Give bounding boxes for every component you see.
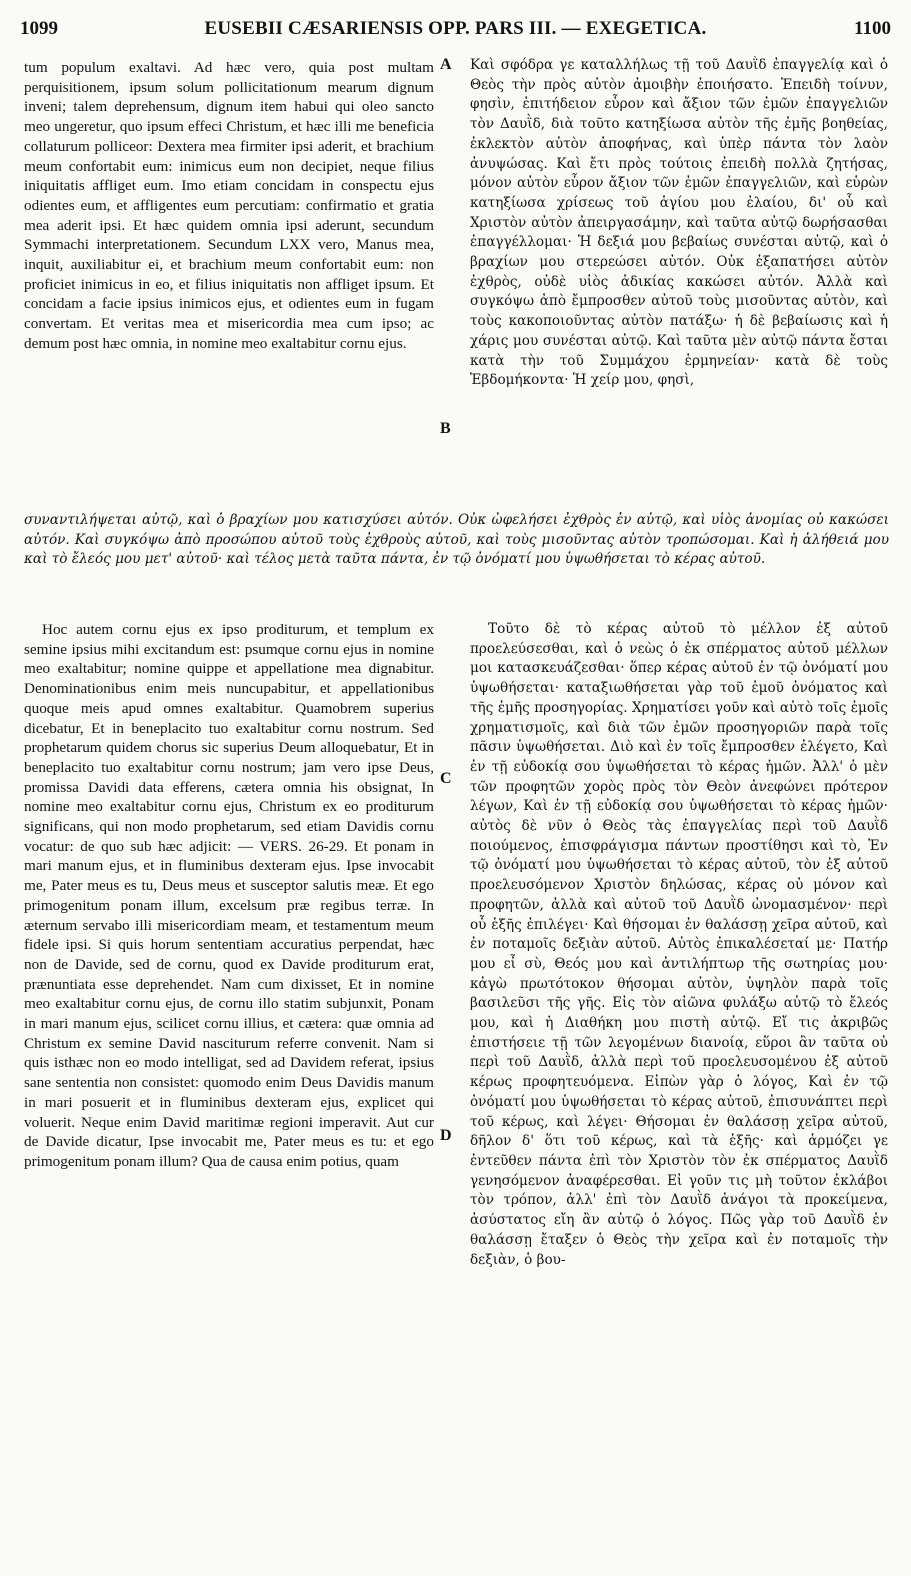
page-number-left: 1099 <box>20 18 58 39</box>
margin-letter-a: A <box>440 56 452 73</box>
greek-paragraph-top: Καὶ σφόδρα γε καταλλήλως τῇ τοῦ Δαυῒδ ἐπαγγελίᾳ καὶ ὁ Θεὸς τὴν πρὸς αὐτὸν ἀμοιβὴν ἐποιήσατο. Ἐπειδὴ τοίνυν, φησὶν, ἐπιτήδειον εὗρον καὶ ἄξιον τῶν ἐμῶν ἐπαγγελιῶν τὸν Δαυῒδ, διὰ τοῦτο κατηξίωσα αὐτὸν τῆς ἐμῆς βοηθείας, ἐκλεκτὸν αὐτὸν ἀποφήνας, καὶ ὑπὲρ πάντα τὸν λαὸν ἀνυψώσας. Καὶ ἔτι πρὸς τούτοις ἐπειδὴ πολλὰ ζητήσας, μόνον αὐτὸν εὗρον ἄξιον τῶν ἐμῶν ἐπαγγελιῶν, καὶ εὑρὼν κατηξίωσα χρίσεως τοῦ ἁγίου μου ἐλαίου, δι' οὗ καὶ Χριστὸν αὐτὸν ἀπειργασάμην, καὶ ταῦτα αὐτῷ δωρήσασθαι ἐπαγγέλλομαι· Ἡ δεξιά μου βεβαίως συνέσται αὐτῷ, καὶ ὁ βραχίων μου στερεώσει αὐτόν. Οὐκ ἐξαπατήσει αὐτὸν ἐχθρὸς, οὐδὲ υἱὸς ἀδικίας κακώσει αὐτόν. Ἀλλὰ καὶ συγκόψω ἀπὸ ἔμπροσθεν αὐτοῦ τοὺς μισοῦντας αὐτὸν, καὶ τοὺς κακοποιοῦντας αὐτὸν πατάξω· ἡ δὲ βεβαίωσις καὶ ἡ χάρις μου συνέσται αὐτῷ. Καὶ ταῦτα μὲν αὐτῷ πάντα ἔσται κατὰ τὴν τοῦ Συμμάχου ἑρμηνείαν· κατὰ δὲ τοὺς Ἑβδομήκοντα· Ἡ χείρ μου, φησὶ, <box>470 57 888 389</box>
margin-letter-b: B <box>440 420 451 437</box>
page-number-right: 1100 <box>854 18 891 39</box>
latin-paragraph-bottom: Hoc autem cornu ejus ex ipso proditurum, et templum ex semine ipsius mihi excitandum est: psumque cornu ejus in nomine meo exaltabitur; nomine quippe et appellatione mea dignabitur. Denominationibus enim meis nuncupabitur, et appellationibus quoque meis apud omnes exaltabitur. Quamobrem superius dicebatur, Et in beneplacito tuo exaltabitur cornu nostrum. Sed prophetarum quidem chorus sic superius Deum alloquebatur, Et in beneplacito tuo exaltabitur cornu nostrum; jam vero ipse Deus, promissa Davidi data efferens, cætera omnia his obsignat, In nomine meo exaltabitur cornu ejus, Christum ex eo proditurum significans, qui non modo prophetarum, sed etiam Davidis cornu vocatur: de quo sub hæc adjicit: — VERS. 26-29. Et ponam in mari manum ejus, et in fluminibus dexteram ejus. Ipse invocabit me, Pater meus es tu, Deus meus et susceptor salutis meæ. Et ego primogenitum ponam illum, excelsum præ regibus terræ. In æternum servabo illi misericordiam meam, et testamentum meum fidele ipsi. Si quis horum sententiam accuratius perpendat, hæc non de Davide, sed de cornu, quod ex Davide proditurum erat, prænuntiata esse deprehendet. Nam cum dixisset, Et in nomine meo exaltabitur cornu ejus, de cornu illo statim subjunxit, Ponam in mari manum ejus, scilicet cornu illius, et cætera: quæ omnia ad Christum ex semine David nasciturum referre convenit. Nam si quis isthæc non eo modo intelligat, sed ad Davidem referat, ipsius sane sententia non consistet: quomodo enim Deus Davidis manum in mari posuerit et in fluminibus dexteram ejus, explicet qui voluerit. Neque enim David maritimæ regioni imperavit. Aut cur de Davide dicatur, Ipse invocabit me, Pater meus es tu: et ego primogenitum ponam illum? Qua de causa enim potius, quam <box>24 621 434 1170</box>
greek-paragraph-wide: συναντιλήψεται αὐτῷ, καὶ ὁ βραχίων μου κατισχύσει αὐτόν. Οὐκ ὠφελήσει ἐχθρὸς ἐν αὐτῷ, καὶ υἱὸς ἀνομίας οὐ κακώσει αὐτόν. Καὶ συγκόψω ἀπὸ προσώπου αὐτοῦ τοὺς ἐχθροὺς αὐτοῦ, καὶ τοὺς μισοῦντας αὐτὸν τροπώσομαι. Καὶ ἡ ἀλήθειά μου καὶ τὸ ἔλεός μου μετ' αὐτοῦ· καὶ τέλος μετὰ ταῦτα πάντα, ἐν τῷ ὀνόματί μου ὑψωθήσεται τὸ κέρας αὐτοῦ. <box>24 512 889 568</box>
latin-column-bottom <box>24 620 434 1560</box>
latin-paragraph-top: tum populum exaltavi. Ad hæc vero, quia post multam perquisitionem, ipsum solum pollicitationum mearum dignum inveni; talem deprehensum, dignum item habui qui oleo sancto meo ungeretur, quo ipsum effeci Christum, et hæc illi me beneficia collaturum polliceor: Dextera mea firmiter ipsi aderit, et brachium meum confortabit eum: inimicus eum non decipiet, neque filius iniquitatis affliget eum. Imo etiam concidam in conspectu ejus odientes eum, et affligentes eum percutiam: confirmatio et gratia mea aderit ipsi. Et hæc quidem omnia ipsi aderunt, secundum Symmachi interpretationem. Secundum LXX vero, Manus mea, inquit, auxiliabitur ei, et brachium meum confortabit eum: non proficiet inimicus in eo, et filius iniquitatis non affliget ipsum. Et concidam a facie ipsius inimicos ejus, et odientes eum in fugam convertam. Et veritas mea et misericordia mea cum ipso; ac demum post hæc omnia, in nomine meo exaltabitur cornu ejus. <box>24 59 434 352</box>
greek-column-top <box>470 56 888 506</box>
latin-column-top <box>24 58 434 505</box>
greek-full-width-lines <box>24 511 889 570</box>
margin-letter-d: D <box>440 1127 452 1144</box>
greek-paragraph-bottom: Τοῦτο δὲ τὸ κέρας αὐτοῦ τὸ μέλλον ἐξ αὐτοῦ προελεύσεσθαι, καὶ ὁ νεὼς ὁ ἐκ σπέρματος αὐτοῦ μέλλων μοι κατασκευάζεσθαι· ὅπερ κέρας αὐτοῦ ἐν τῷ ὀνόματί μου ὑψωθήσεται· καταξιωθήσεται γὰρ τοῦ ἐμοῦ ὀνόματος καὶ τῆς ἐμῆς προσηγορίας. Χρηματίσει γοῦν καὶ αὐτὸ τοῖς ἐμοῖς χρηματισμοῖς, καὶ διὰ τῶν ἐμῶν προσηγοριῶν παρὰ τοῖς πᾶσιν ὑψωθήσεται. Διὸ καὶ ἐν τοῖς ἔμπροσθεν ἐλέγετο, Καὶ ἐν τῇ εὐδοκίᾳ σου ὑψωθήσεται τὸ κέρας ἡμῶν. Ἀλλ' ὁ μὲν τῶν προφητῶν χορὸς πρὸς τὸν Θεὸν ἀνεφώνει πρότερον λέγων, Καὶ ἐν τῇ εὐδοκίᾳ σου ὑψωθήσεται τὸ κέρας ἡμῶν· αὐτὸς δὲ νῦν ὁ Θεὸς τὰς ἐπαγγελίας περὶ τοῦ Δαυῒδ ποιούμενος, ἐπισφράγισμα πάντων προστίθησι καὶ τὸ, Ἐν τῷ ὀνόματί μου ὑψωθήσεται τὸ κέρας αὐτοῦ, τὸν ἐξ αὐτοῦ προελευσόμενον Χριστὸν δηλώσας, κέρας οὐ μόνον καὶ προφητῶν, ἀλλὰ καὶ αὐτοῦ τοῦ Δαυῒδ ὠνομασμένον· περὶ οὗ ἑξῆς ἐπιλέγει· Καὶ θήσομαι ἐν θαλάσσῃ χεῖρα αὐτοῦ, καὶ ἐν ποταμοῖς δεξιὰν αὐτοῦ. Αὐτὸς ἐπικαλέσεταί με· Πατήρ μου εἶ σὺ, Θεός μου καὶ ἀντιλήπτωρ τῆς σωτηρίας μου· κἀγὼ πρωτότοκον θήσομαι αὐτὸν, ὑψηλὸν παρὰ τοῖς βασιλεῦσι τῆς γῆς. Εἰς τὸν αἰῶνα φυλάξω αὐτῷ τὸ ἔλεός μου, καὶ ἡ Διαθήκη μου πιστὴ αὐτῷ. Εἴ τις ἀκριβῶς ἐπιστήσειε τῇ τῶν λεγομένων διανοίᾳ, εὕροι ἂν ταῦτα οὐ περὶ τοῦ Δαυῒδ, ἀλλὰ περὶ τοῦ προελευσομένου ἐξ αὐτοῦ κέρως προφητευόμενα. Εἰπὼν γὰρ ὁ λόγος, Καὶ ἐν τῷ ὀνόματί μου ὑψωθήσεται τὸ κέρας αὐτοῦ, ἐπισυνάπτει περὶ τοῦ κέρως, καὶ λέγει· Θήσομαι ἐν θαλάσσῃ χεῖρα αὐτοῦ, δῆλον δ' ὅτι τοῦ κέρως, καὶ τὰ ἑξῆς· καὶ ἁρμόζει γε ἐντεῦθεν πάντα ἐπὶ τὸν Χριστὸν τὸν ἐκ σπέρματος Δαυῒδ γενησόμενον ἀναφέρεσθαι. Εἰ γοῦν τις μὴ τοῦτον ἐκλάβοι τὸν τρόπον, ἀλλ' ἐπὶ τὸν Δαυῒδ ἀνάγοι τὰ προκείμενα, ἀσύστατος εἴη ἂν αὐτῷ ὁ λόγος. Πῶς γὰρ τοῦ Δαυῒδ ἐν θαλάσσῃ ἔταξεν ὁ Θεὸς τὴν χεῖρα καὶ ἐν ποταμοῖς τὴν δεξιὰν, ὁ βου- <box>470 621 888 1268</box>
margin-letter-c: C <box>440 770 452 787</box>
greek-column-bottom <box>470 620 888 1560</box>
running-title: EUSEBII CÆSARIENSIS OPP. PARS III. — EXEGETICA. <box>204 18 707 39</box>
running-header <box>16 14 895 44</box>
